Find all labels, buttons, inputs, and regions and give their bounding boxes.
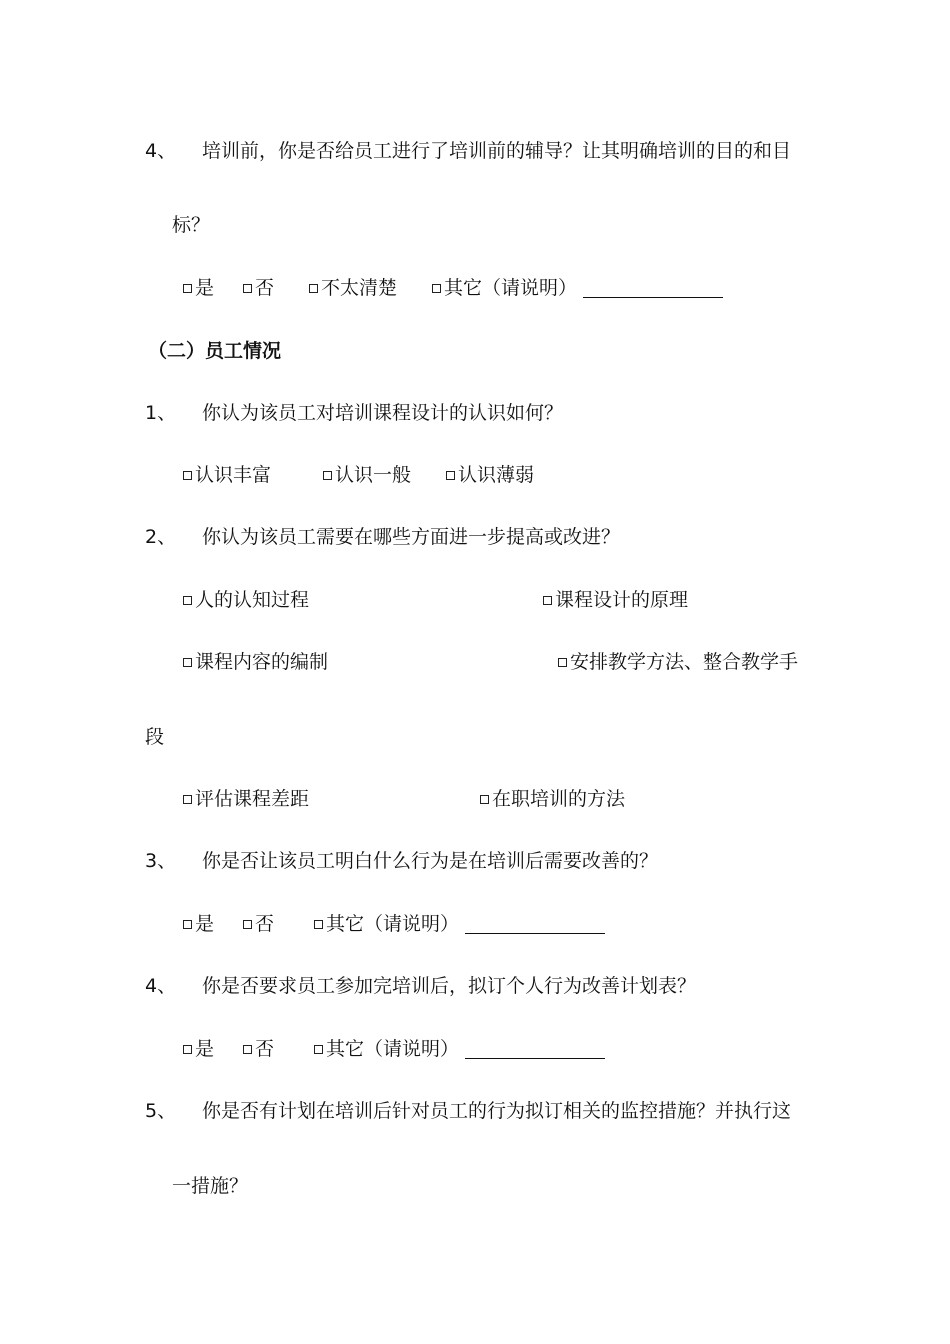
checkbox-icon[interactable] (183, 596, 192, 605)
option-other[interactable] (432, 276, 723, 300)
option-no[interactable] (243, 1037, 274, 1061)
checkbox-icon[interactable] (309, 284, 318, 293)
option-teaching-methods[interactable] (558, 650, 798, 674)
option-label: 在职培训的方法 (492, 788, 626, 810)
option-label: 评估课程差距 (195, 788, 310, 810)
option-weak[interactable] (446, 463, 534, 487)
option-wrap-text: 段 (145, 726, 165, 748)
question-number: 4、 (145, 975, 177, 997)
question-text: 培训前，你是否给员工进行了培训前的辅导？让其明确培训的目的和目 (202, 140, 792, 162)
checkbox-icon[interactable] (183, 658, 192, 667)
option-label: 否 (255, 277, 275, 299)
fill-in-blank[interactable] (583, 277, 723, 298)
option-label: 不太清楚 (321, 277, 398, 299)
option-content-compile[interactable] (183, 650, 328, 674)
checkbox-icon[interactable] (183, 1045, 192, 1054)
checkbox-icon[interactable] (543, 596, 552, 605)
option-yes[interactable] (183, 276, 214, 300)
option-label: 认识丰富 (195, 464, 272, 486)
question-text: 你是否让该员工明白什么行为是在培训后需要改善的？ (202, 850, 659, 872)
question-text: 你是否有计划在培训后针对员工的行为拟订相关的监控措施？并执行这 (202, 1100, 792, 1122)
option-label: 其它（请说明） (444, 277, 578, 299)
question-number: 3、 (145, 850, 177, 872)
option-evaluate-gap[interactable] (183, 787, 309, 811)
option-design-principle[interactable] (543, 588, 688, 612)
checkbox-icon[interactable] (183, 920, 192, 929)
option-label: 认识一般 (335, 464, 412, 486)
option-label: 其它（请说明） (326, 913, 460, 935)
option-average[interactable] (323, 463, 411, 487)
checkbox-icon[interactable] (243, 920, 252, 929)
checkbox-icon[interactable] (314, 1045, 323, 1054)
question-number: 1、 (145, 402, 177, 424)
option-yes[interactable] (183, 1037, 214, 1061)
checkbox-icon[interactable] (183, 471, 192, 480)
option-label: 认识薄弱 (458, 464, 535, 486)
option-other[interactable] (314, 1037, 605, 1061)
question-number: 5、 (145, 1100, 177, 1122)
question-text-continued: 一措施？ (172, 1175, 249, 1197)
checkbox-icon[interactable] (243, 284, 252, 293)
option-label: 人的认知过程 (195, 589, 310, 611)
option-rich[interactable] (183, 463, 271, 487)
question-text-continued: 标？ (172, 214, 211, 236)
option-label: 是 (195, 277, 215, 299)
fill-in-blank[interactable] (465, 913, 605, 934)
option-label: 否 (255, 913, 275, 935)
option-other[interactable] (314, 912, 605, 936)
question-text: 你是否要求员工参加完培训后，拟订个人行为改善计划表？ (202, 975, 697, 997)
option-cognition[interactable] (183, 588, 309, 612)
checkbox-icon[interactable] (183, 795, 192, 804)
checkbox-icon[interactable] (432, 284, 441, 293)
option-label: 课程设计的原理 (555, 589, 689, 611)
option-label: 其它（请说明） (326, 1038, 460, 1060)
question-number: 2、 (145, 526, 177, 548)
option-label: 是 (195, 913, 215, 935)
checkbox-icon[interactable] (243, 1045, 252, 1054)
checkbox-icon[interactable] (314, 920, 323, 929)
checkbox-icon[interactable] (558, 658, 567, 667)
option-unsure[interactable] (309, 276, 397, 300)
checkbox-icon[interactable] (323, 471, 332, 480)
option-label: 是 (195, 1038, 215, 1060)
checkbox-icon[interactable] (480, 795, 489, 804)
option-no[interactable] (243, 276, 274, 300)
question-number: 4、 (145, 140, 177, 162)
option-label: 否 (255, 1038, 275, 1060)
checkbox-icon[interactable] (446, 471, 455, 480)
option-yes[interactable] (183, 912, 214, 936)
fill-in-blank[interactable] (465, 1038, 605, 1059)
checkbox-icon[interactable] (183, 284, 192, 293)
section-title: （二）员工情况 (148, 340, 282, 362)
option-on-job-training[interactable] (480, 787, 625, 811)
question-text: 你认为该员工对培训课程设计的认识如何？ (202, 402, 564, 424)
option-label: 课程内容的编制 (195, 651, 329, 673)
question-text: 你认为该员工需要在哪些方面进一步提高或改进？ (202, 526, 621, 548)
option-no[interactable] (243, 912, 274, 936)
option-label: 安排教学方法、整合教学手 (570, 651, 799, 673)
